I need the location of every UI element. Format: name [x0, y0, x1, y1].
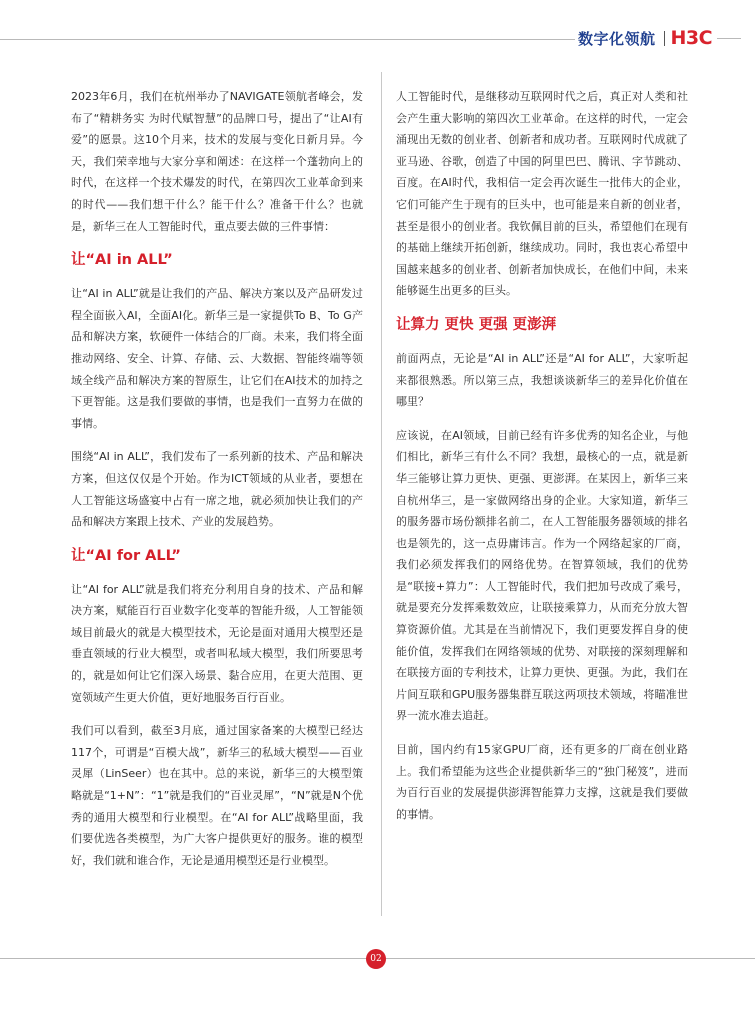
section-heading-ai-in-all: 让“AI in ALL”: [71, 252, 173, 269]
section-heading-ai-for-all: 让“AI for ALL”: [71, 547, 181, 564]
magazine-title: 数字化领航: [578, 29, 656, 48]
paragraph: 让“AI for ALL”就是我们将充分利用自身的技术、产品和解决方案，赋能百行百业数字化变革的智能升级，人工智能领域目前最火的就是大模型技术，无论是面对通用大模型还是垂直领域的行业大模型，或者叫私域大模型，我们所要思考的，就是如何让它们深入场景、黏合应用，在更大范围、更宽领域产生更大价值，更好地服务百行百业。: [71, 582, 363, 704]
left-column: [71, 86, 363, 883]
section-heading-compute: 让算力 更快 更强 更澎湃: [396, 316, 557, 333]
paragraph: 前面两点，无论是“AI in ALL”还是“AI for ALL”，大家听起来都很熟悉。所以第三点，我想谈谈新华三的差异化价值在哪里？: [396, 351, 688, 409]
paragraph: 我们可以看到，截至3月底，通过国家备案的大模型已经达117个，可谓是“百模大战”，新华三的私域大模型——百业灵犀（LinSeer）也在其中。总的来说，新华三的大模型策略就是“1+N”：“1”就是我们的“百业灵犀”，“N”就是N个优秀的通用大模型和行业模型。在“AI for ALL”战略里面，我们要优选各类模型，为广大客户提供更好的服务。谁的模型好，我们就和谁合作，无论是通用模型还是行业模型。: [71, 724, 363, 867]
paragraph: 围绕“AI in ALL”，我们发布了一系列新的技术、产品和解决方案，但这仅仅是个开始。作为ICT领域的从业者，要想在人工智能这场盛宴中占有一席之地，就必须加快让我们的产品和解决方案跟上技术、产业的发展趋势。: [71, 450, 363, 529]
paragraph: 人工智能时代，是继移动互联网时代之后，真正对人类和社会产生重大影响的第四次工业革命。在这样的时代，一定会涌现出无数的创业者、创新者和成功者。互联网时代成就了亚马逊、谷歌，创造了中国的阿里巴巴、腾讯、字节跳动、百度。在AI时代，我相信一定会再次诞生一批伟大的企业，它们可能产生于现有的巨头中，也可能是来自新的创业者，甚至是很小的创业者。我钦佩目前的巨头，希望他们在现有的基础上继续开拓创新，继续成功。同时，我也衷心希望中国越来越多的创业者、创新者加快成长，在他们中间，未来能够诞生出更多的巨头。: [396, 90, 688, 298]
header-brand: [578, 26, 741, 50]
header-rule: [0, 39, 575, 40]
header-rule-tail: [717, 38, 741, 39]
paragraph: 应该说，在AI领域，目前已经有许多优秀的知名企业，与他们相比，新华三有什么不同？我想，最核心的一点，就是新华三能够让算力更快、更强、更澎湃。在某因上，新华三来自杭州华三，是一家做网络出身的企业。大家知道，新华三的服务器市场份额排名前二，在人工智能服务器领域的排名也是领先的，这一点毋庸讳言。作为一个网络起家的厂商，我们必须发挥我们的网络优势。在智算领域，我们的优势是“联接+算力”：人工智能时代，我们把加号改成了乘号，就是要充分发挥乘数效应，让联接乘算力，从而充分放大智算资源价值。尤其是在当前情况下，我们更要发挥自身的使能价值，发挥我们在网络领域的优势、对联接的深刻理解和在联接方面的专利技术，让算力更快、更强。为此，我们在片间互联和GPU服务器集群互联这两项技术领域，将瞄准世界一流水准去追赶。: [396, 428, 688, 723]
column-divider: [381, 72, 382, 916]
intro-paragraph: 2023年6月，我们在杭州举办了NAVIGATE领航者峰会，发布了“精耕务实 为时代赋智慧”的品牌口号，提出了“让AI有爱”的愿景。这10个月来，技术的发展与变化日新月异。今天，我们荣幸地与大家分享和阐述：在这样一个蓬勃向上的时代，在这样一个技术爆发的时代，在第四次工业革命到来的时代——我们想干什么？能干什么？准备干什么？也就是，新华三在人工智能时代，重点要去做的三件事情：: [71, 90, 363, 233]
header-divider: [664, 31, 665, 46]
right-column: [396, 86, 688, 837]
paragraph: 让“AI in ALL”就是让我们的产品、解决方案以及产品研发过程全面嵌入AI，全面AI化。新华三是一家提供To B、To G产品和解决方案，软硬件一体结合的厂商。未来，我们将全面推动网络、安全、计算、存储、云、大数据、智能终端等领域全线产品和解决方案的智原生，让它们在AI技术的加持之下更智能。这是我们要做的事情，也是我们一直努力在做的事情。: [71, 287, 363, 430]
page-number: 02: [366, 949, 386, 969]
h3c-logo: H3C: [670, 27, 713, 49]
paragraph: 目前，国内约有15家GPU厂商，还有更多的厂商在创业路上。我们希望能为这些企业提供新华三的“独门秘笈”，进而为百行百业的发展提供澎湃智能算力支撑，这就是我们要做的事情。: [396, 743, 688, 821]
